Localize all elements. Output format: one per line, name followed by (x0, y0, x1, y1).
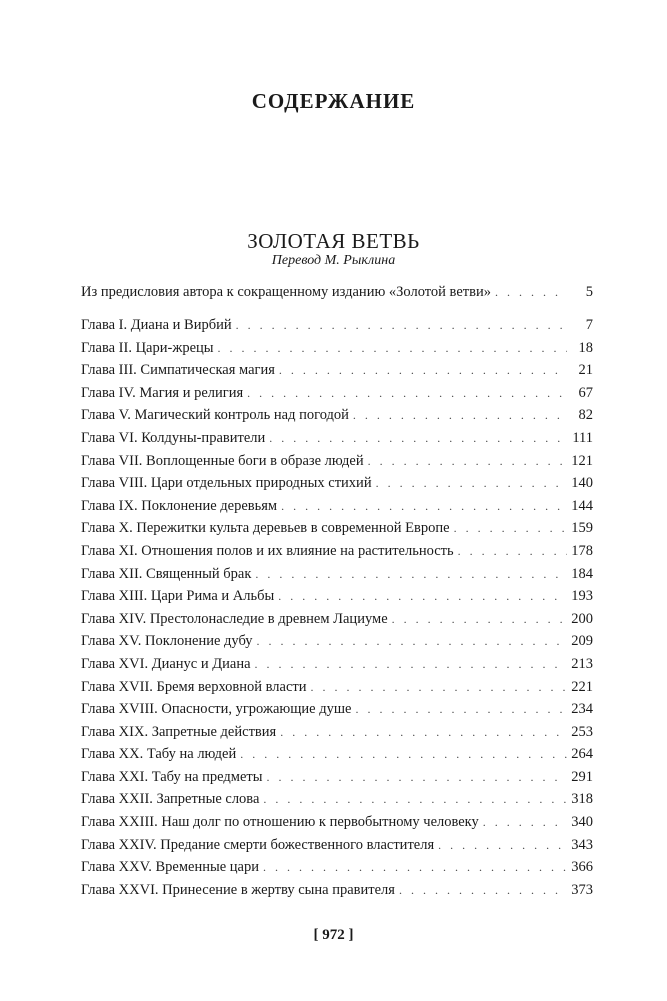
toc-entry-title: Глава XX. Табу на людей (81, 746, 237, 763)
toc-entry-chapter[interactable] (81, 721, 593, 744)
toc-entry-chapter[interactable] (81, 811, 593, 834)
toc-entry-chapter[interactable] (81, 450, 593, 473)
toc-entry-title: Глава XXII. Запретные слова (81, 791, 260, 808)
toc-entry-page: 7 (585, 317, 593, 333)
toc-entry-page: 264 (571, 746, 593, 763)
dot-leader (255, 653, 567, 676)
dot-leader (355, 698, 567, 721)
toc-entry-chapter[interactable] (81, 698, 593, 721)
toc-entry-chapter[interactable] (81, 472, 593, 495)
toc-chapter-list (81, 314, 593, 901)
toc-entry-title: Глава I. Диана и Вирбий (81, 317, 232, 333)
dot-leader (266, 766, 567, 789)
book-title: ЗОЛОТАЯ ВЕТВЬ (247, 229, 420, 253)
toc-entry-page: 213 (571, 655, 593, 672)
toc-entry-title: Глава VI. Колдуны-правители (81, 429, 266, 446)
dot-leader (281, 495, 567, 518)
toc-entry-title: Глава XII. Священный брак (81, 565, 252, 582)
toc-entry-chapter[interactable] (81, 337, 593, 360)
toc-entry-chapter[interactable] (81, 766, 593, 789)
toc-entry-page: 121 (571, 452, 593, 469)
page-number: [ 972 ] (313, 927, 354, 943)
toc-entry-page: 21 (578, 362, 593, 379)
dot-leader (399, 879, 567, 902)
toc-entry-page: 200 (571, 610, 593, 627)
dot-leader (392, 608, 567, 631)
dot-leader (376, 472, 567, 495)
toc-entry-chapter[interactable] (81, 834, 593, 857)
toc-entry-page: 5 (585, 284, 593, 300)
toc-entry-page: 193 (571, 588, 593, 605)
toc-entry-chapter[interactable] (81, 404, 593, 427)
toc-entry-title: Из предисловия автора к сокращенному изданию «Золотой ветви» (81, 284, 491, 300)
toc-entry-chapter[interactable] (81, 314, 593, 337)
toc-entry-page: 318 (571, 791, 593, 808)
translator-credit: Перевод М. Рыклина (271, 253, 396, 268)
toc-entry-chapter[interactable] (81, 517, 593, 540)
toc-entry-chapter[interactable] (81, 585, 593, 608)
toc-entry-title: Глава VII. Воплощенные боги в образе людей (81, 452, 364, 469)
dot-leader (279, 359, 567, 382)
dot-leader (458, 540, 567, 563)
toc-entry-chapter[interactable] (81, 382, 593, 405)
dot-leader (280, 721, 567, 744)
toc-entry-title: Глава II. Цари-жрецы (81, 339, 214, 356)
toc-entry-title: Глава X. Пережитки культа деревьев в современной Европе (81, 520, 450, 537)
dot-leader (240, 743, 567, 766)
toc-entry-page: 159 (571, 520, 593, 537)
dot-leader (368, 450, 567, 473)
page-title: СОДЕРЖАНИЕ (251, 89, 416, 113)
toc-entry-title: Глава XXV. Временные цари (81, 859, 259, 876)
dot-leader (257, 630, 567, 653)
toc-entry-title: Глава III. Симпатическая магия (81, 362, 275, 379)
toc-entry-title: Глава XV. Поклонение дубу (81, 633, 253, 650)
dot-leader (269, 427, 567, 450)
toc-entry-title: Глава XXIV. Предание смерти божественного властителя (81, 836, 435, 853)
toc-entry-title: Глава IV. Магия и религия (81, 384, 244, 401)
dot-leader (218, 337, 567, 360)
toc-entry-title: Глава XVIII. Опасности, угрожающие душе (81, 701, 352, 718)
toc-entry-page: 178 (571, 542, 593, 559)
toc-entry-title: Глава IX. Поклонение деревьям (81, 497, 278, 514)
toc-entry-title: Глава XVI. Дианус и Диана (81, 655, 251, 672)
toc-entry-page: 340 (571, 814, 593, 831)
dot-leader (263, 788, 567, 811)
toc-entry-title: Глава XIX. Запретные действия (81, 723, 277, 740)
toc-entry-page: 184 (571, 565, 593, 582)
toc-entry-title: Глава XXVI. Принесение в жертву сына правителя (81, 881, 395, 898)
toc-entry-page: 253 (571, 723, 593, 740)
toc-entry-page: 234 (571, 701, 593, 718)
toc-entry-chapter[interactable] (81, 540, 593, 563)
toc-entry-page: 366 (571, 859, 593, 876)
toc-entry-preface[interactable] (81, 281, 593, 304)
dot-leader (438, 834, 567, 857)
toc-entry-page: 221 (571, 678, 593, 695)
toc-entry-page: 343 (571, 836, 593, 853)
toc-entry-page: 373 (571, 881, 593, 898)
toc-entry-chapter[interactable] (81, 359, 593, 382)
toc-entry-page: 18 (578, 339, 593, 356)
toc-entry-chapter[interactable] (81, 608, 593, 631)
toc-entry-title: Глава VIII. Цари отдельных природных стихий (81, 475, 372, 492)
toc-entry-chapter[interactable] (81, 653, 593, 676)
dot-leader (311, 676, 567, 699)
toc-entry-page: 82 (578, 407, 593, 424)
toc-entry-title: Глава XVII. Бремя верховной власти (81, 678, 307, 695)
toc-entry-title: Глава XXI. Табу на предметы (81, 768, 263, 785)
dot-leader (483, 811, 567, 834)
toc-entry-page: 144 (571, 497, 593, 514)
toc-entry-chapter[interactable] (81, 856, 593, 879)
dot-leader (263, 856, 567, 879)
toc-entry-page: 67 (578, 384, 593, 401)
toc-entry-chapter[interactable] (81, 743, 593, 766)
dot-leader (454, 517, 567, 540)
toc-preface-list (81, 281, 593, 304)
dot-leader (278, 585, 567, 608)
toc-entry-title: Глава XIV. Престолонаследие в древнем Лациуме (81, 610, 388, 627)
toc-entry-chapter[interactable] (81, 879, 593, 902)
toc-entry-page: 209 (571, 633, 593, 650)
toc-entry-chapter[interactable] (81, 495, 593, 518)
toc-entry-chapter[interactable] (81, 427, 593, 450)
dot-leader (255, 563, 567, 586)
toc-entry-title: Глава XXIII. Наш долг по отношению к первобытному человеку (81, 814, 479, 831)
dot-leader (247, 382, 567, 405)
toc-entry-page: 111 (572, 429, 593, 446)
toc-entry-title: Глава V. Магический контроль над погодой (81, 407, 349, 424)
toc-entry-chapter[interactable] (81, 563, 593, 586)
toc-entry-chapter[interactable] (81, 630, 593, 653)
toc-entry-page: 140 (571, 475, 593, 492)
toc-entry-title: Глава XI. Отношения полов и их влияние на растительность (81, 542, 454, 559)
dot-leader (236, 314, 567, 337)
toc-entry-title: Глава XIII. Цари Рима и Альбы (81, 588, 275, 605)
dot-leader (353, 404, 567, 427)
toc-entry-chapter[interactable] (81, 676, 593, 699)
dot-leader (495, 281, 567, 304)
toc-entry-chapter[interactable] (81, 788, 593, 811)
toc-entry-page: 291 (571, 768, 593, 785)
